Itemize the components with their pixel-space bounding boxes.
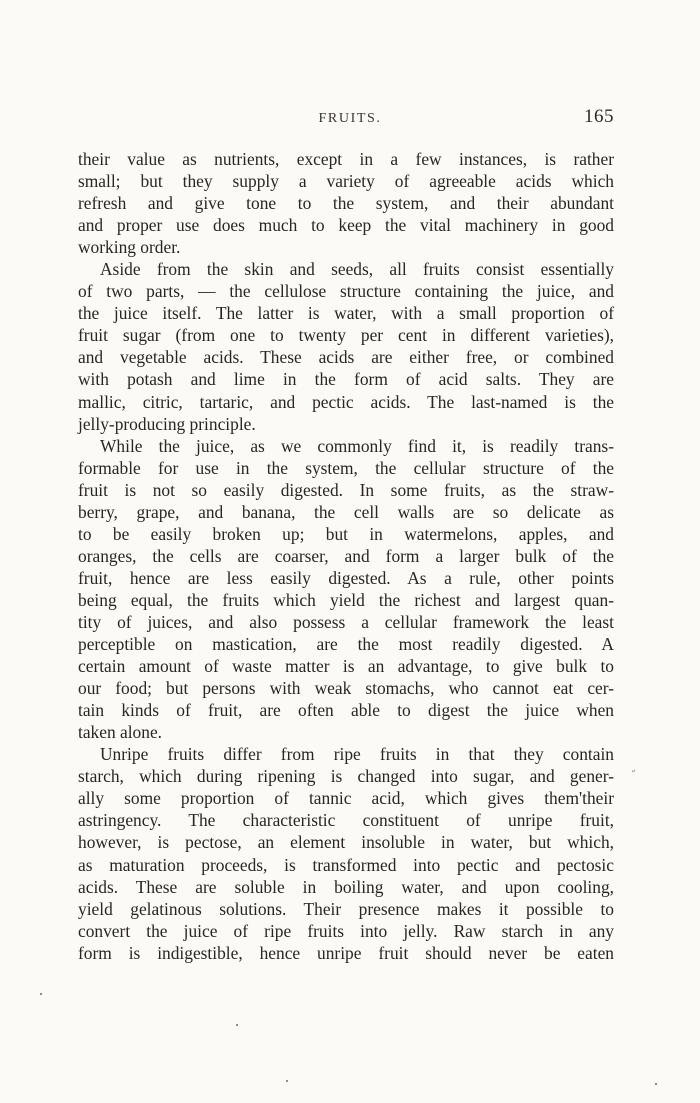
text-line: perceptible on mastication, are the most readily digested. A bbox=[78, 634, 614, 655]
text-line: mallic, citric, tartaric, and pectic acids. The last-named is the bbox=[78, 391, 614, 412]
text-line: starch, which during ripening is changed into sugar, and gener- bbox=[78, 766, 614, 787]
paragraph-first-line: While the juice, as we commonly find it, is readily trans- bbox=[100, 435, 614, 456]
paragraph-first-line: Aside from the skin and seeds, all fruits consist essentially bbox=[100, 259, 614, 280]
text-line: fruit, hence are less easily digested. As a rule, other points bbox=[78, 567, 614, 588]
text-line: with potash and lime in the form of acid salts. They are bbox=[78, 369, 614, 390]
paragraph-first-line: Unripe fruits differ from ripe fruits in that they contain bbox=[100, 744, 614, 765]
text-line: working order. bbox=[78, 237, 181, 258]
text-line: formable for use in the system, the cellular structure of the bbox=[78, 457, 614, 478]
text-line: berry, grape, and banana, the cell walls are so delicate as bbox=[78, 501, 614, 522]
text-line: convert the juice of ripe fruits into jelly. Raw starch in any bbox=[78, 920, 614, 941]
running-title: FRUITS. bbox=[318, 111, 382, 126]
text-line: taken alone. bbox=[78, 722, 163, 743]
text-line: tain kinds of fruit, are often able to digest the juice when bbox=[78, 700, 614, 721]
text-line: to be easily broken up; but in watermelons, apples, and bbox=[78, 523, 614, 544]
text-line: their value as nutrients, except in a few instances, is rather bbox=[78, 149, 614, 169]
body-text bbox=[78, 148, 614, 964]
text-line: being equal, the fruits which yield the richest and largest quan- bbox=[78, 589, 614, 610]
text-line: the juice itself. The latter is water, with a small proportion of bbox=[78, 303, 614, 324]
text-line: fruit is not so easily digested. In some fruits, as the straw- bbox=[78, 479, 614, 500]
text-line: tity of juices, and also possess a cellular framework the least bbox=[78, 611, 614, 632]
text-line: form is indigestible, hence unripe fruit should never be eaten bbox=[78, 942, 614, 963]
text-line: fruit sugar (from one to twenty per cent in different varieties), bbox=[78, 325, 614, 346]
text-line: certain amount of waste matter is an advantage, to give bulk to bbox=[78, 656, 614, 677]
text-line: refresh and give tone to the system, and their abundant bbox=[78, 193, 614, 214]
paper-speck bbox=[236, 1024, 238, 1026]
text-line: astringency. The characteristic constituent of unripe fruit, bbox=[78, 810, 614, 831]
paper-speck bbox=[286, 1080, 288, 1082]
text-line: of two parts, — the cellulose structure containing the juice, and bbox=[78, 281, 614, 302]
page-number: 165 bbox=[584, 106, 614, 127]
paper-speck bbox=[655, 1083, 657, 1085]
text-line: acids. These are soluble in boiling water, and upon cooling, bbox=[78, 876, 614, 897]
text-line: and vegetable acids. These acids are either free, or combined bbox=[78, 347, 614, 368]
text-line: as maturation proceeds, is transformed into pectic and pectosic bbox=[78, 854, 614, 875]
margin-mark: ᵕ bbox=[629, 763, 638, 779]
text-line: yield gelatinous solutions. Their presence makes it possible to bbox=[78, 898, 614, 919]
text-line: and proper use does much to keep the vital machinery in good bbox=[78, 215, 614, 236]
text-line: small; but they supply a variety of agreeable acids which bbox=[78, 171, 614, 192]
paper-speck bbox=[40, 993, 42, 995]
text-line: jelly-producing principle. bbox=[78, 413, 256, 434]
text-line: however, is pectose, an element insoluble in water, but which, bbox=[78, 832, 614, 853]
text-line: our food; but persons with weak stomachs, who cannot eat cer- bbox=[78, 678, 614, 699]
text-line: ally some proportion of tannic acid, which gives them'their bbox=[78, 788, 614, 809]
text-line: oranges, the cells are coarser, and form a larger bulk of the bbox=[78, 545, 614, 566]
